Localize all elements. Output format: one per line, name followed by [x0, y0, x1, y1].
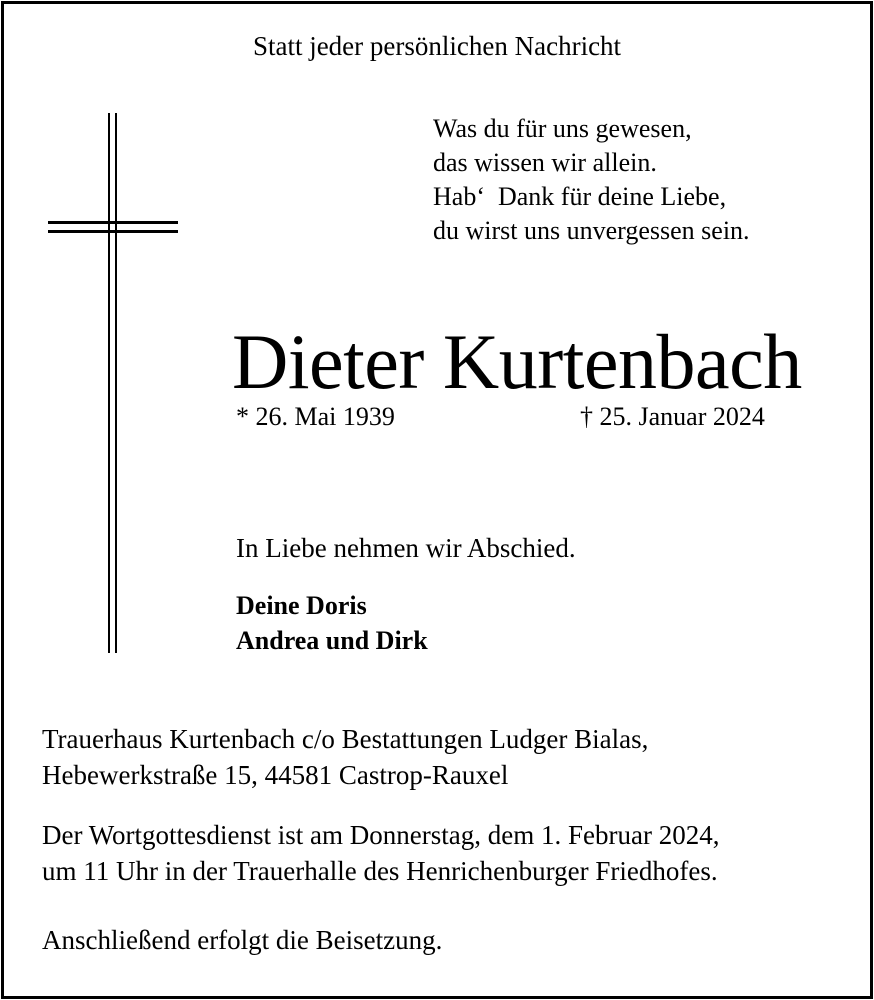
service-info	[42, 817, 719, 889]
farewell-text: In Liebe nehmen wir Abschied.	[236, 533, 576, 563]
cross-horizontal-line	[48, 230, 178, 233]
address-line: Hebewerkstraße 15, 44581 Castrop-Rauxel	[42, 760, 509, 790]
poem-line: du wirst uns unvergessen sein.	[433, 216, 750, 245]
cross-vertical-line	[115, 113, 117, 653]
cross-vertical-line	[108, 113, 110, 653]
service-line: um 11 Uhr in der Trauerhalle des Henrichenburger Friedhofes.	[42, 856, 718, 886]
cross-horizontal-line	[48, 221, 178, 224]
poem	[433, 112, 750, 248]
death-date: † 25. Januar 2024	[580, 402, 765, 431]
poem-line: das wissen wir allein.	[433, 148, 657, 177]
deceased-name: Dieter Kurtenbach	[232, 318, 802, 405]
address-line: Trauerhaus Kurtenbach c/o Bestattungen Ludger Bialas,	[42, 724, 649, 754]
burial-info: Anschließend erfolgt die Beisetzung.	[42, 925, 443, 955]
poem-line: Was du für uns gewesen,	[433, 114, 692, 143]
service-line: Der Wortgottesdienst ist am Donnerstag, dem 1. Februar 2024,	[42, 820, 720, 850]
mourner-line: Deine Doris	[236, 591, 367, 620]
poem-line: Hab‘ Dank für deine Liebe,	[433, 182, 727, 211]
birth-date: * 26. Mai 1939	[236, 402, 395, 431]
mourning-house-address	[42, 721, 648, 793]
notice-header: Statt jeder persönlichen Nachricht	[252, 31, 622, 61]
mourner-line: Andrea und Dirk	[236, 626, 428, 655]
mourners	[236, 588, 428, 658]
cross-icon	[48, 113, 178, 653]
